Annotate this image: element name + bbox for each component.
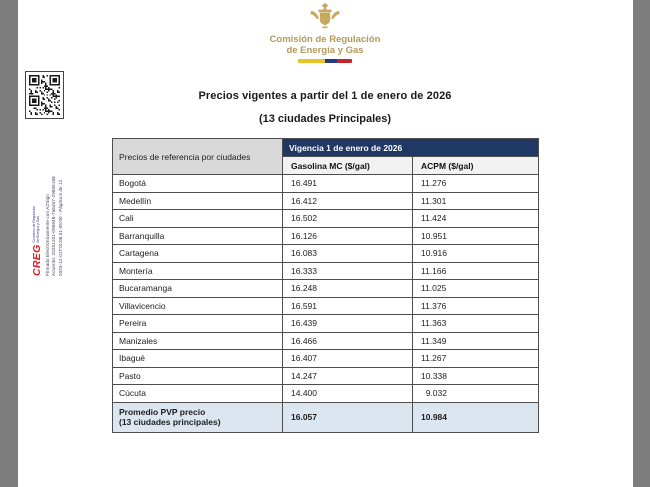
acpm-price-cell: 10.916 (413, 245, 539, 263)
average-label-line1: Promedio PVP precio (119, 407, 206, 417)
average-row-label (113, 402, 283, 432)
table-row (113, 367, 539, 385)
gasolina-price-cell: 16.333 (283, 262, 413, 280)
table-row (113, 192, 539, 210)
acpm-price-cell: 11.276 (413, 175, 539, 193)
city-cell: Cartagena (113, 245, 283, 263)
acpm-price-cell: 9.032 (413, 385, 539, 403)
gasolina-price-cell: 16.502 (283, 210, 413, 228)
gasolina-price-cell: 16.412 (283, 192, 413, 210)
coat-of-arms-icon (310, 2, 340, 33)
table-row (113, 385, 539, 403)
price-table (112, 138, 539, 433)
gasolina-price-cell: 14.400 (283, 385, 413, 403)
acpm-price-cell: 11.424 (413, 210, 539, 228)
gasolina-price-cell: 14.247 (283, 367, 413, 385)
average-label-line2: (13 ciudades principales) (119, 417, 221, 427)
stamp-signed-line: Firmado Electrónicamente con AZSign (44, 194, 50, 276)
gasolina-price-cell: 16.248 (283, 280, 413, 298)
table-row (113, 315, 539, 333)
table-row (113, 262, 539, 280)
page-subtitle: (13 ciudades Principales) (258, 113, 392, 125)
table-row (113, 280, 539, 298)
gasolina-price-cell: 16.439 (283, 315, 413, 333)
stamp-agreement-line: Acuerdo: 20251201-095948-7a5d47-29805168 (51, 176, 57, 276)
city-cell: Ibagué (113, 350, 283, 368)
city-cell: Montería (113, 262, 283, 280)
city-cell: Villavicencio (113, 297, 283, 315)
table-row (113, 332, 539, 350)
gasolina-price-cell: 16.407 (283, 350, 413, 368)
gasolina-price-cell: 16.491 (283, 175, 413, 193)
creg-wordmark: CREG (30, 244, 43, 276)
acpm-price-cell: 11.363 (413, 315, 539, 333)
row-header-column-title: Precios de referencia por ciudades (113, 139, 283, 175)
average-acpm-value: 10.984 (413, 402, 539, 432)
table-row (113, 210, 539, 228)
city-cell: Cali (113, 210, 283, 228)
table-row (113, 175, 539, 193)
creg-logo (30, 110, 43, 276)
acpm-price-cell: 11.166 (413, 262, 539, 280)
acpm-price-cell: 10.338 (413, 367, 539, 385)
gasolina-price-cell: 16.126 (283, 227, 413, 245)
acpm-price-cell: 11.301 (413, 192, 539, 210)
org-name-line1: Comisión de Regulación (269, 34, 381, 45)
table-row (113, 227, 539, 245)
vigencia-span-header: Vigencia 1 de enero de 2026 (283, 139, 539, 157)
city-cell: Cúcuta (113, 385, 283, 403)
average-gasolina-value: 16.057 (283, 402, 413, 432)
right-page-margin (633, 0, 650, 487)
gasolina-price-cell: 16.591 (283, 297, 413, 315)
city-cell: Pasto (113, 367, 283, 385)
org-name-line2: de Energía y Gas (286, 45, 364, 56)
acpm-price-cell: 11.349 (413, 332, 539, 350)
average-row (113, 402, 539, 432)
table-body (113, 175, 539, 403)
left-page-margin (0, 0, 18, 487)
city-cell: Barranquilla (113, 227, 283, 245)
table-row (113, 245, 539, 263)
city-cell: Pereira (113, 315, 283, 333)
table-row (113, 297, 539, 315)
acpm-price-cell: 11.267 (413, 350, 539, 368)
creg-logo-subtext: Comisión de Regulación de Energía y Gas (31, 205, 40, 243)
city-cell: Medellín (113, 192, 283, 210)
gasolina-column-header: Gasolina MC ($/gal) (283, 157, 413, 175)
colombia-flag-bar (298, 59, 352, 63)
gasolina-price-cell: 16.083 (283, 245, 413, 263)
stamp-date-page-line: 2025-12-01T20:06:31-05:00 - Página 5 de 12 (57, 179, 63, 276)
city-cell: Bucaramanga (113, 280, 283, 298)
gasolina-price-cell: 16.466 (283, 332, 413, 350)
acpm-price-cell: 11.376 (413, 297, 539, 315)
table-row (113, 350, 539, 368)
city-cell: Bogotá (113, 175, 283, 193)
acpm-price-cell: 10.951 (413, 227, 539, 245)
city-cell: Manizales (113, 332, 283, 350)
acpm-column-header: ACPM ($/gal) (413, 157, 539, 175)
acpm-price-cell: 11.025 (413, 280, 539, 298)
page-title: Precios vigentes a partir del 1 de enero de 2026 (198, 90, 452, 102)
creg-header-logo (0, 2, 650, 63)
